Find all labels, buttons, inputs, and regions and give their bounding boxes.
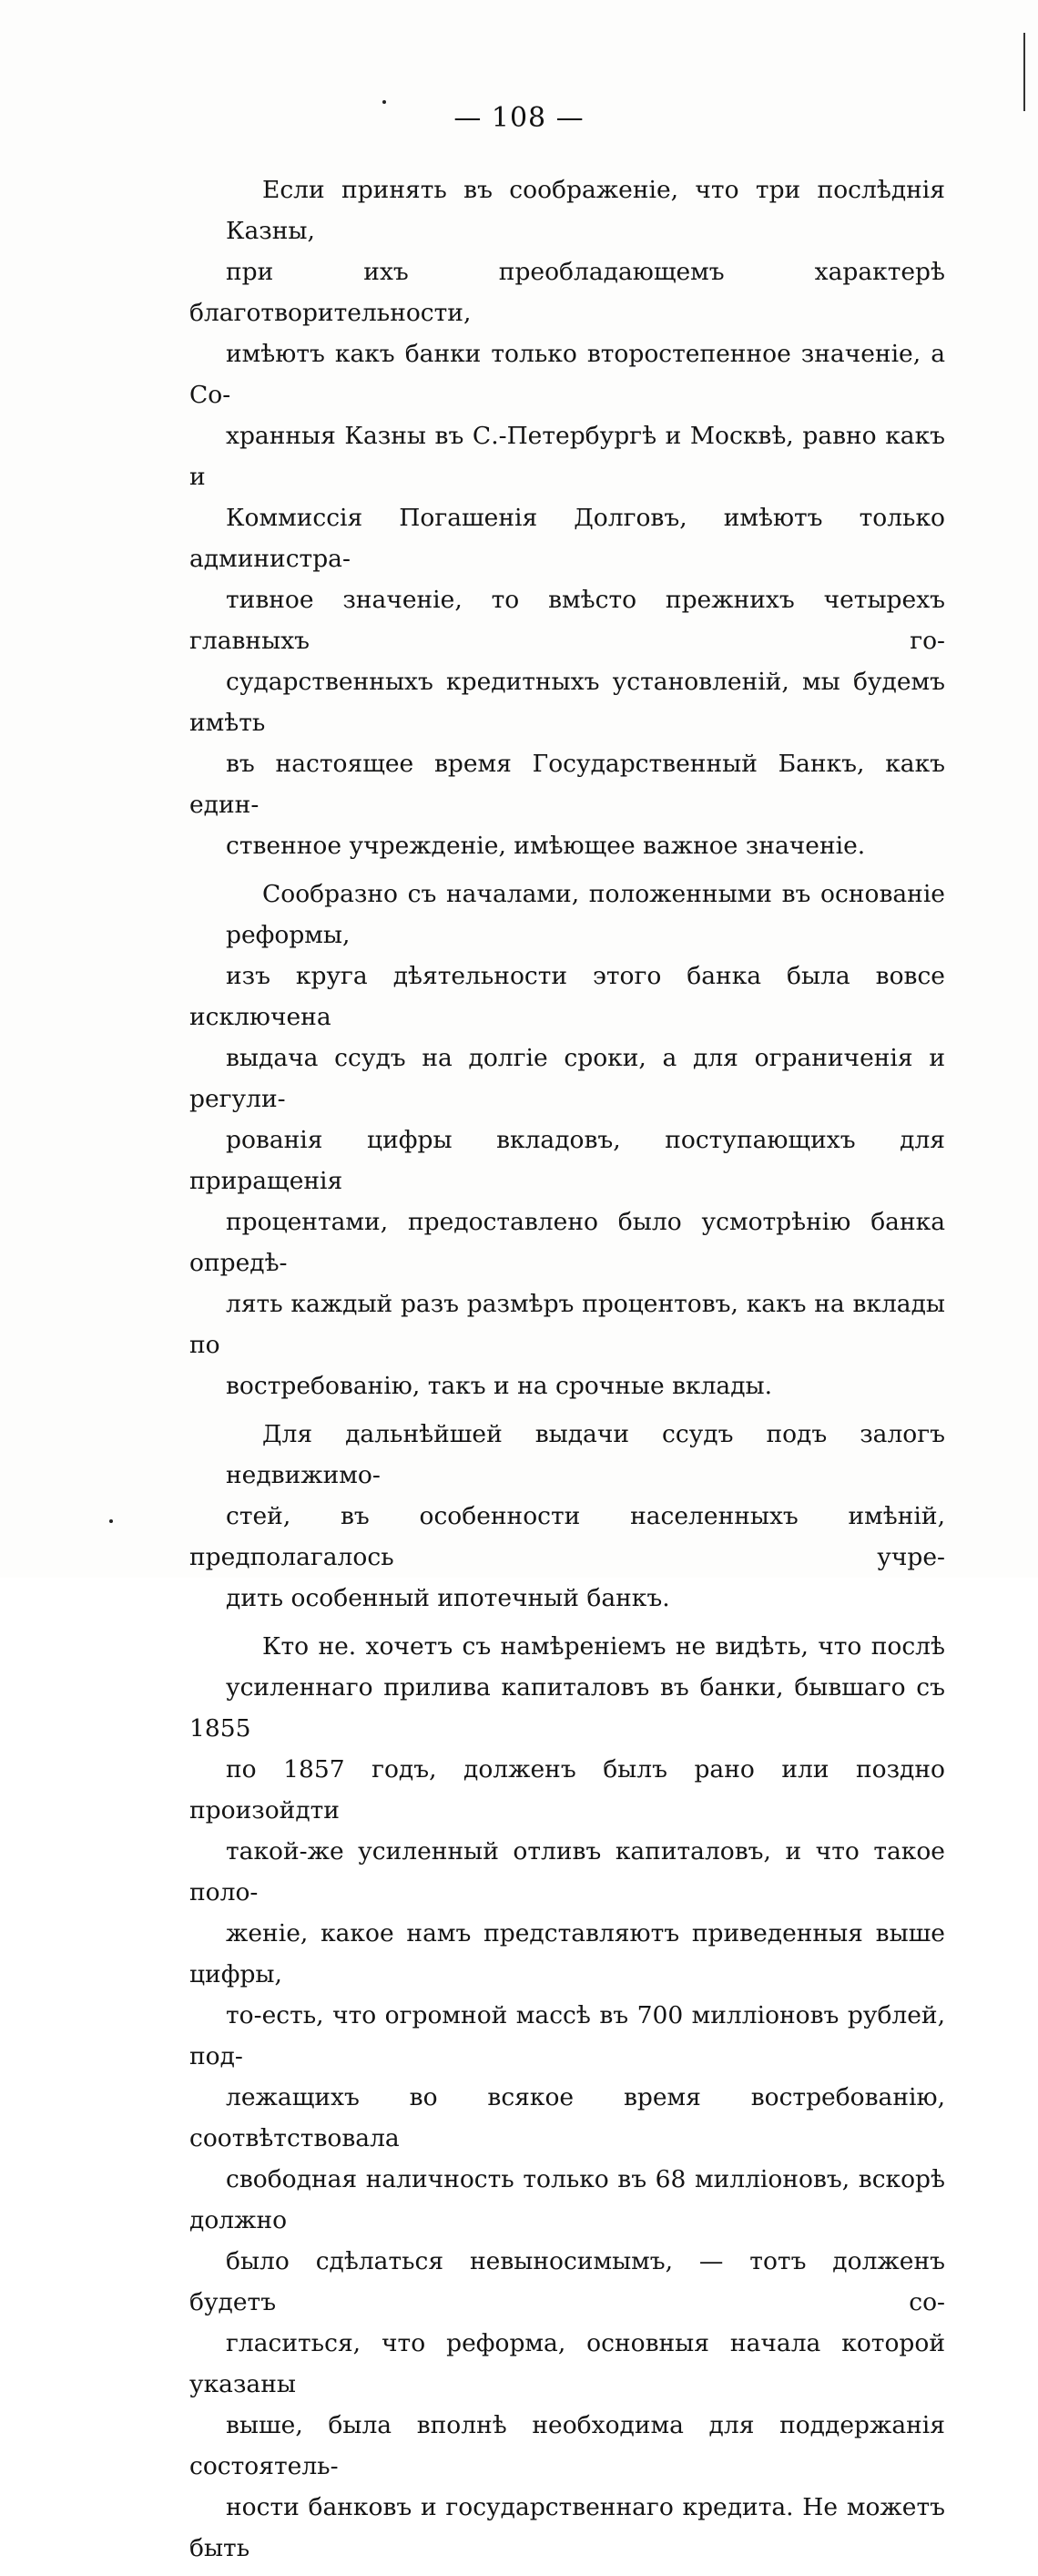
text-line: лежащихъ во всякое время востребованію, соотвѣтствовала: [189, 2083, 945, 2152]
paragraph-2: [189, 874, 945, 1406]
text-line: Для дальнѣйшей выдачи ссудъ подъ залогъ недвижимо-: [226, 1420, 945, 1489]
text-line: лять каждый разъ размѣръ процентовъ, какъ на вклады по: [189, 1290, 945, 1359]
text-line: гласиться, что реформа, основныя начала которой указаны: [189, 2329, 945, 2398]
paragraph-4: [189, 1626, 945, 2569]
text-line: такой-же усиленный отливъ капиталовъ, и что такое поло-: [189, 1837, 945, 1906]
paragraph-1: [189, 169, 945, 866]
text-line: рованія цифры вкладовъ, поступающихъ для приращенія: [189, 1126, 945, 1195]
text-line: въ настоящее время Государственный Банкъ, какъ един-: [189, 750, 945, 819]
text-line: свободная наличность только въ 68 милліоновъ, вскорѣ должно: [189, 2165, 945, 2234]
text-line: хранныя Казны въ С.-Петербургѣ и Москвѣ, равно какъ и: [189, 422, 945, 491]
text-line: выше, была вполнѣ необходима для поддержанія состоятель-: [189, 2411, 945, 2480]
text-line: изъ круга дѣятельности этого банка была вовсе исключена: [189, 962, 945, 1031]
text-line: то-есть, что огромной массѣ въ 700 милліоновъ рублей, под-: [189, 2001, 945, 2070]
text-line: дить особенный ипотечный банкъ.: [226, 1584, 670, 1612]
page-edge-mark: [1023, 33, 1025, 111]
text-line: Коммиссія Погашенія Долговъ, имѣютъ только администра-: [189, 504, 945, 573]
text-line: Сообразно съ началами, положенными въ основаніе реформы,: [226, 880, 945, 949]
text-line: Кто не. хочетъ съ намѣреніемъ не видѣть, что послѣ: [262, 1632, 945, 1661]
text-line: выдача ссудъ на долгіе сроки, а для ограниченія и регули-: [189, 1044, 945, 1113]
text-line: по 1857 годъ, долженъ былъ рано или поздно произойдти: [189, 1755, 945, 1825]
text-line: было сдѣлаться невыносимымъ, — тотъ долженъ будетъ со-: [189, 2247, 945, 2316]
body-text: [189, 169, 945, 2576]
text-line: ственное учрежденіе, имѣющее важное значеніе.: [226, 832, 866, 860]
text-line: имѣютъ какъ банки только второстепенное значеніе, а Со-: [189, 340, 945, 409]
text-line: Если принять въ соображеніе, что три послѣднія Казны,: [226, 176, 945, 245]
ink-speck: [109, 1519, 113, 1523]
page-number: — 108 —: [453, 102, 585, 134]
text-line: женіе, какое намъ представляютъ приведенныя выше цифры,: [189, 1919, 945, 1988]
text-line: сударственныхъ кредитныхъ установленій, мы будемъ имѣть: [189, 668, 945, 737]
paragraph-3: [189, 1414, 945, 1619]
text-line: процентами, предоставлено было усмотрѣнію банка опредѣ-: [189, 1208, 945, 1277]
text-line: стей, въ особенности населенныхъ имѣній, предполагалось учре-: [189, 1502, 945, 1571]
text-line: при ихъ преобладающемъ характерѣ благотворительности,: [189, 258, 945, 327]
text-line: ности банковъ и государственнаго кредита. Не можетъ быть: [189, 2493, 945, 2562]
text-line: востребованію, такъ и на срочные вклады.: [226, 1372, 773, 1400]
text-line: тивное значеніе, то вмѣсто прежнихъ четырехъ главныхъ го-: [189, 586, 945, 655]
text-line: усиленнаго прилива капиталовъ въ банки, бывшаго съ 1855: [189, 1673, 945, 1743]
